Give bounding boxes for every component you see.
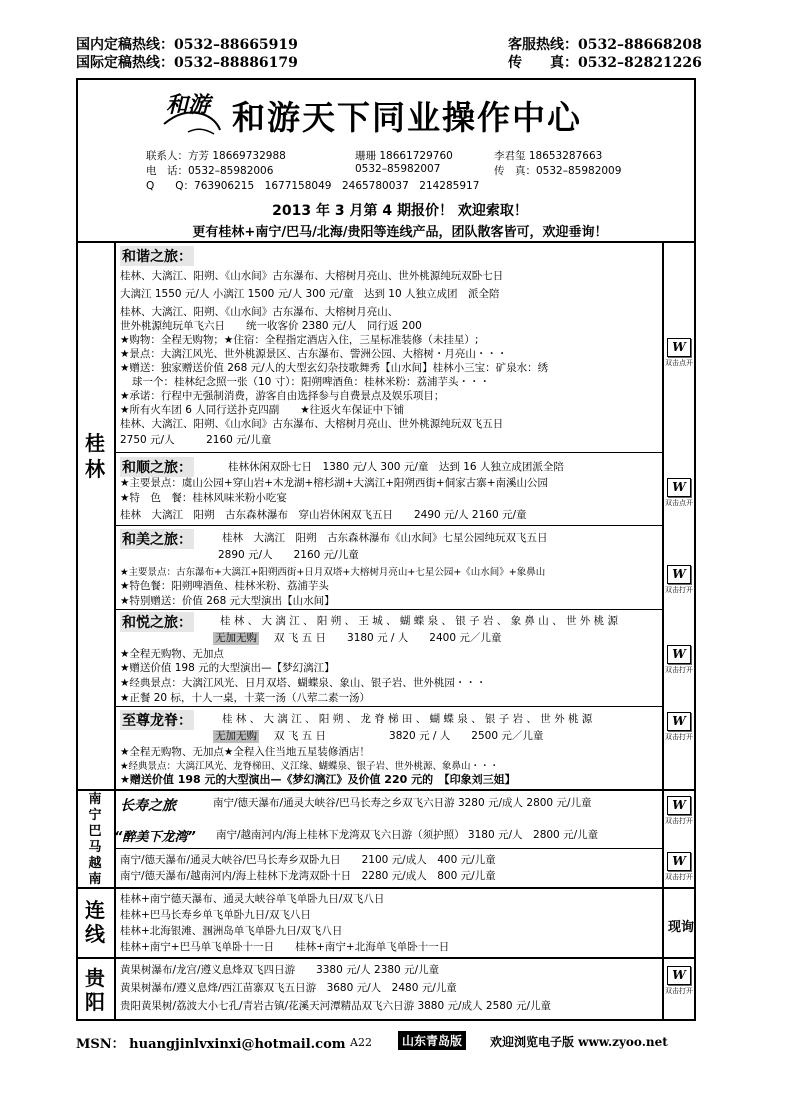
divider-s3 <box>114 609 662 610</box>
open-label: 双击打开 <box>665 987 693 995</box>
inquiry-label: 现询 <box>668 920 695 935</box>
open-button-s8[interactable] <box>665 966 693 996</box>
s8-line: 贵阳黄果树/荔波大小七孔/青岩古镇/花溪天河潭精品双飞六日游 3880 元/成人 2580 元/儿童 <box>120 1000 551 1012</box>
s6-line: 南宁/德天瀑布/通灵大峡谷/巴马长寿乡双卧九日 2100 元/成人 400 元/儿童 <box>120 854 496 866</box>
s8-line: 黄果树瀑布/遵义息烽/西江苗寨双飞五日游 3680 元/人 2480 元/儿童 <box>120 982 457 994</box>
s1-title: 和谐之旅： <box>120 246 194 266</box>
s4-no-shopping-tag: 无加无购 <box>215 632 257 644</box>
s4-line: 双 飞 五 日 3180 元 / 人 2400 元／儿童 <box>274 632 502 644</box>
contact-person-1: 联系人：方芳 18669732988 <box>146 150 286 162</box>
s5-no-shopping-tag: 无加无购 <box>215 730 257 742</box>
contact-phone-1: 电 话：0532–85982006 <box>146 165 274 177</box>
w-icon: W <box>667 966 691 985</box>
s2-line: ★特 色 餐：桂林风味米粉小吃宴 <box>120 492 287 504</box>
divider-s4 <box>114 706 662 707</box>
s5-line: ★经典景点：大漓江风光、龙脊梯田、义江缘、蝴蝶泉、银子岩、世外桃源、象鼻山・・・ <box>120 761 500 772</box>
issue-headline: 2013 年 3 月第 4 期报价！ 欢迎索取！ <box>272 203 528 219</box>
open-button-s5[interactable] <box>665 712 693 742</box>
divider-nanning <box>76 887 696 889</box>
open-label: 双击打开 <box>665 817 693 825</box>
company-logo <box>158 84 226 144</box>
s8-line: 黄果树瀑布/龙宫/遵义息烽双飞四日游 3380 元/人 2380 元/儿童 <box>120 964 440 976</box>
s1-line: 2750 元/人 2160 元/儿童 <box>120 434 272 446</box>
open-button-s3[interactable] <box>665 565 693 595</box>
s4-line: 桂 林 、 大 漓 江 、 阳 朔 、 王 城 、 蝴 蝶 泉 、 银 子 岩 、 象 鼻 山 、 世 外 桃 源 <box>220 615 618 627</box>
w-icon: W <box>667 338 691 357</box>
s2-title: 和顺之旅： <box>120 457 194 477</box>
w-icon: W <box>667 712 691 731</box>
w-icon: W <box>667 796 691 815</box>
open-button-s6a[interactable] <box>665 796 693 826</box>
service-hotline: 客服热线：0532–88668208 <box>508 37 702 53</box>
s4-title: 和悦之旅： <box>120 612 194 632</box>
w-icon: W <box>667 565 691 584</box>
s6-line: 南宁/德天瀑布/越南河内/海上桂林下龙湾双卧十日 2280 元/成人 800 元/儿童 <box>120 870 496 882</box>
open-button-s4[interactable] <box>665 645 693 675</box>
s4-line: ★正餐 20 标，十人一桌，十菜一汤（八荤二素一汤） <box>120 692 370 704</box>
open-button-s1[interactable] <box>665 338 693 368</box>
s1-line: 桂林、大漓江、阳朔、《山水间》古东瀑布、大榕树月亮山、世外桃源纯玩双卧七日 <box>120 270 504 282</box>
s7-line: 桂林+北海银滩、涠洲岛单飞单卧九日/双飞八日 <box>120 925 343 937</box>
s7-line: 桂林+巴马长寿乡单飞单卧九日/双飞八日 <box>120 909 311 921</box>
divider-s1 <box>114 452 662 453</box>
region-guilin: 桂林 <box>85 431 105 481</box>
s3-line: ★特色餐：阳朔啤酒鱼、桂林米粉、荔浦芋头 <box>120 580 329 592</box>
s3-line: 桂林 大漓江 阳朔 古东森林瀑布《山水间》七星公园纯玩双飞五日 <box>222 532 548 544</box>
s6-title-1: 长寿之旅 <box>120 798 176 814</box>
open-button-s2[interactable] <box>665 478 693 508</box>
logo-text: 和游 <box>166 92 211 118</box>
grid-left-col <box>114 241 116 1021</box>
s1-line: ★承诺：行程中无强制消费，游客自由选择参与自费景点及娱乐项目； <box>120 390 445 402</box>
contact-person-2: 珊珊 18661729760 <box>355 150 453 162</box>
region-nanning: 南宁巴马越南 <box>88 792 102 887</box>
footer-msn: MSN： huangjinlvxinxi@hotmail.com <box>76 1037 346 1052</box>
contact-phone-2: 0532–85982007 <box>355 163 441 175</box>
w-icon: W <box>667 645 691 664</box>
divider-guilin <box>76 789 696 791</box>
footer-welcome: 欢迎浏览电子版 www.zyoo.net <box>490 1035 668 1049</box>
s5-line: ★赠送价值 198 元的大型演出—《梦幻漓江》及价值 220 元的 【印象刘三姐】 <box>120 773 516 786</box>
s7-line: 桂林+南宁德天瀑布、通灵大峡谷单飞单卧九日/双飞八日 <box>120 893 385 905</box>
open-button-s6b[interactable] <box>665 852 693 882</box>
s2-line: ★主要景点：虞山公园+穿山岩+木龙湖+榕杉湖+大漓江+阳朔西街+侗家古寨+南溪山公园 <box>120 477 548 489</box>
footer-edition: 山东青岛版 <box>398 1031 466 1050</box>
divider-s6 <box>114 848 662 849</box>
s4-line: ★赠送价值 198 元的大型演出—【梦幻漓江】 <box>120 662 335 674</box>
s3-title: 和美之旅： <box>120 529 194 549</box>
open-label: 双击打开 <box>665 586 693 594</box>
contact-fax: 传 真：0532–85982009 <box>494 165 622 177</box>
domestic-hotline: 国内定稿热线：0532–88665919 <box>76 37 298 53</box>
open-label: 双击打开 <box>665 873 693 881</box>
s1-line: ★景点：大漓江风光、世外桃源景区、古东瀑布、訾洲公园、大榕树・月亮山・・・ <box>120 348 508 360</box>
w-icon: W <box>667 852 691 871</box>
intl-hotline: 国际定稿热线：0532–88886179 <box>76 55 298 71</box>
s7-line: 桂林+南宁+巴马单飞单卧十一日 桂林+南宁+北海单飞单卧十一日 <box>120 941 450 953</box>
s2-line: 桂林 大漓江 阳朔 古东森林瀑布 穿山岩休闲双飞五日 2490 元/人 2160 元/童 <box>120 509 527 521</box>
s3-line: 2890 元/人 2160 元/儿童 <box>218 549 359 561</box>
s1-line: 桂林、大漓江、阳朔、《山水间》古东瀑布、大榕树月亮山、世外桃源纯玩双飞五日 <box>120 418 504 430</box>
divider-lianxian <box>76 957 696 959</box>
s2-line: 桂林休闲双卧七日 1380 元/人 300 元/童 达到 16 人独立成团派全陪 <box>228 461 564 473</box>
region-guiyang: 贵阳 <box>85 966 105 1014</box>
contact-qq: Q Q：763906215 1677158049 2465780037 214285917 <box>146 180 480 192</box>
s3-line: ★主要景点：古东瀑布+大漓江+阳朔西街+日月双塔+大榕树月亮山+七星公园+《山水间》+象鼻山 <box>120 567 546 578</box>
footer-page-number: A22 <box>350 1036 372 1049</box>
contact-person-3: 李君玺 18653287663 <box>494 150 603 162</box>
brand-name: 和游天下同业操作中心 <box>232 98 582 137</box>
s5-line: 双 飞 五 日 3820 元 / 人 2500 元／儿童 <box>274 730 544 742</box>
s1-line: 球一个：桂林纪念照一张（10 寸）：阳朔啤酒鱼：桂林米粉：荔浦芋头・・・ <box>132 376 490 388</box>
w-icon: W <box>667 478 691 497</box>
s6-line: 南宁/德天瀑布/通灵大峡谷/巴马长寿之乡双飞六日游 3280 元/成人 2800 元/儿童 <box>213 797 592 809</box>
region-lianxian: 连线 <box>85 898 105 946</box>
s4-line: ★经典景点：大漓江风光、日月双塔、蝴蝶泉、象山、银子岩、世外桃园・・・ <box>120 677 487 689</box>
s6-line: 南宁/越南河内/海上桂林下龙湾双飞六日游（须护照） 3180 元/人 2800 元/儿童 <box>216 829 599 841</box>
s1-line: 大漓江 1550 元/人 小漓江 1500 元/人 300 元/童 达到 10 人独立成团 派全陪 <box>120 288 500 300</box>
s1-line: ★所有火车团 6 人同行送扑克四副 ★往返火车保证中下铺 <box>120 404 405 416</box>
s5-line: ★全程无购物、无加点★全程入住当地五星装修酒店！ <box>120 746 370 758</box>
s1-line: 桂林、大漓江、阳朔、《山水间》古东瀑布、大榕树月亮山、 <box>120 306 399 318</box>
s1-line: ★购物：全程无购物；★住宿：全程指定酒店入住，三星标准装修（未挂星）; <box>120 334 479 346</box>
open-label: 双击点开 <box>665 359 693 367</box>
fax-line: 传 真：0532–82821226 <box>508 55 702 71</box>
s3-line: ★特别赠送：价值 268 元大型演出【山水间】 <box>120 595 335 607</box>
open-label: 双击打开 <box>665 666 693 674</box>
grid-right-col <box>662 241 664 1021</box>
s5-title: 至尊龙脊： <box>120 710 194 730</box>
grid-top <box>76 241 696 243</box>
s5-line: 桂 林 、 大 漓 江 、 阳 朔 、 龙 脊 梯 田 、 蝴 蝶 泉 、 银 子 岩 、 世 外 桃 源 <box>222 713 593 725</box>
sub-headline: 更有桂林+南宁/巴马/北海/贵阳等连线产品，团队散客皆可，欢迎垂询！ <box>192 225 608 240</box>
s1-line: ★赠送：独家赠送价值 268 元/人的大型玄幻杂技歌舞秀【山水间】桂林小三宝：矿泉水：绣 <box>120 362 549 374</box>
s6-title-2: “醉美下龙湾” <box>114 830 196 845</box>
s1-line: 世外桃源纯玩单飞六日 统一收客价 2380 元/人 同行返 200 <box>120 320 422 332</box>
s4-line: ★全程无购物、无加点 <box>120 648 224 660</box>
open-label: 双击打开 <box>665 733 693 741</box>
divider-s2 <box>114 525 662 526</box>
open-label: 双击点开 <box>665 499 693 507</box>
